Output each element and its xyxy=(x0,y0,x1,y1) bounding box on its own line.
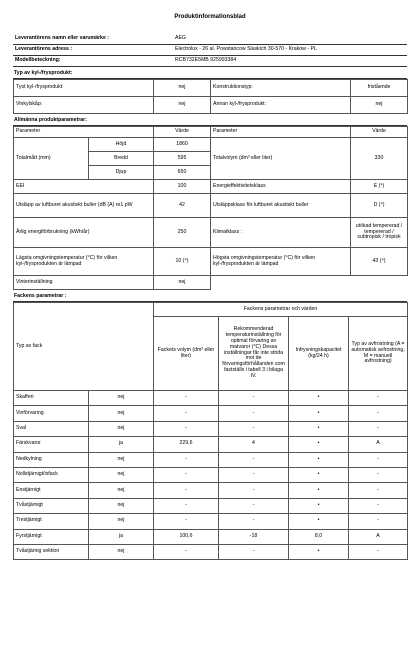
compartment-present-cell: nej xyxy=(89,391,154,406)
compartment-name-cell: Tvåstjärnigt xyxy=(14,498,89,513)
type-row xyxy=(14,80,408,97)
compartment-name-cell: Nollstjärnigt/isfack xyxy=(14,467,89,482)
compartment-volume-cell: - xyxy=(154,514,219,529)
total-volume-label: Totalvolym (dm³ eller liter) xyxy=(211,138,351,180)
col-defrost-header: Typ av avfrostning (A = automatisk avfrostning, M = manuell avfrostning) xyxy=(349,317,408,391)
model-label: Modellbeteckning: xyxy=(15,57,61,64)
supplier-name-row xyxy=(13,34,407,45)
eei-label: EEI xyxy=(14,180,154,194)
group-header: Fackens parametrar och värden xyxy=(154,303,408,317)
compartment-present-cell: nej xyxy=(89,544,154,559)
type-value: fristående xyxy=(351,80,408,97)
compartment-volume-cell: - xyxy=(154,406,219,421)
compartments-body xyxy=(14,391,408,560)
table-row xyxy=(14,544,408,559)
compartment-temp-cell: - xyxy=(219,391,289,406)
compartment-defrost-cell: - xyxy=(349,498,408,513)
type-value: nej xyxy=(154,80,211,97)
compartment-name-cell: Skafferi xyxy=(14,391,89,406)
winter-row xyxy=(14,276,408,290)
compartment-volume-cell: - xyxy=(154,483,219,498)
annual-value: 250 xyxy=(154,218,211,248)
eei-value: 100 xyxy=(154,180,211,194)
compartment-name-cell: Fyrstjärnigt xyxy=(14,529,89,544)
compartment-present-cell: nej xyxy=(89,467,154,482)
compartment-temp-cell: - xyxy=(219,421,289,436)
noise-row xyxy=(14,194,408,218)
supplier-address-row xyxy=(13,45,407,56)
compartment-freeze-cell: • xyxy=(289,483,349,498)
compartment-present-cell: nej xyxy=(89,406,154,421)
winter-value: nej xyxy=(154,276,211,290)
noise-class-label: Utsläppsklass för luftburet akustiskt buller xyxy=(211,194,351,218)
type-table xyxy=(13,79,408,114)
compartment-present-cell: nej xyxy=(89,483,154,498)
type-label: Tyst kyl-/frysprodukt: xyxy=(14,80,154,97)
general-table xyxy=(13,126,408,290)
min-temp-value: 10 (⁴) xyxy=(154,248,211,276)
climate-value: utökad tempererad / tempererad / subtropisk / tropisk xyxy=(351,218,408,248)
compartment-freeze-cell: 8,0 xyxy=(289,529,349,544)
annual-row xyxy=(14,218,408,248)
compartment-present-cell: nej xyxy=(89,452,154,467)
model-row xyxy=(13,56,407,67)
compartment-temp-cell: - xyxy=(219,498,289,513)
compartment-volume-cell: - xyxy=(154,544,219,559)
compartment-temp-cell: 4 xyxy=(219,437,289,452)
supplier-address-label: Leverantörens adress : xyxy=(15,46,73,53)
compartment-temp-cell: - xyxy=(219,544,289,559)
compartment-name-cell: Färskvaror xyxy=(14,437,89,452)
type-label: Konstruktionstyp: xyxy=(211,80,351,97)
table-row xyxy=(14,467,408,482)
type-row xyxy=(14,97,408,114)
supplier-name-label: Leverantörens namn eller varumärke : xyxy=(15,35,109,42)
climate-label: Klimatklass : xyxy=(211,218,351,248)
compartment-temp-cell: - xyxy=(219,514,289,529)
col-temp-header: Rekommenderad temperaturinställning för optimal förvaring av matvaror (°C) Dessa inställningar får inte strida mot de förvaringsförhållanden som fastställs i tabell 3 i bilaga IV. xyxy=(219,317,289,391)
compartment-freeze-cell: • xyxy=(289,391,349,406)
dim-label: Totalmått (mm) xyxy=(14,138,89,180)
energy-class-value: E (⁴) xyxy=(351,180,408,194)
max-temp-label: Högsta omgivningstemperatur (°C) för vilken kyl-/frysprodukten är lämpad xyxy=(211,248,351,276)
table-row xyxy=(14,529,408,544)
compartment-present-cell: ja xyxy=(89,437,154,452)
dim-value: 595 xyxy=(154,152,211,166)
compartments-table xyxy=(13,302,408,560)
table-row xyxy=(14,406,408,421)
compartments-group-row xyxy=(14,303,408,317)
compartment-defrost-cell: - xyxy=(349,514,408,529)
col-freeze-header: Infrysningskapacitet (kg/24 h) xyxy=(289,317,349,391)
compartment-defrost-cell: - xyxy=(349,406,408,421)
table-row xyxy=(14,421,408,436)
compartment-defrost-cell: A xyxy=(349,437,408,452)
compartment-name-cell: Vinförvaring xyxy=(14,406,89,421)
table-row xyxy=(14,391,408,406)
col-value-header: Värde xyxy=(154,127,211,138)
sheet-body xyxy=(13,34,407,560)
compartment-temp-cell: - xyxy=(219,483,289,498)
compartment-temp-cell: - xyxy=(219,467,289,482)
compartment-name-cell: Nedkylning xyxy=(14,452,89,467)
temp-row xyxy=(14,248,408,276)
total-volume-value: 330 xyxy=(351,138,408,180)
compartment-volume-cell: 229,6 xyxy=(154,437,219,452)
compartment-defrost-cell: - xyxy=(349,452,408,467)
winter-label: Vinterinställning xyxy=(14,276,154,290)
general-header-row xyxy=(14,127,408,138)
compartment-present-cell: nej xyxy=(89,514,154,529)
compartment-volume-cell: - xyxy=(154,467,219,482)
compartment-present-cell: nej xyxy=(89,421,154,436)
general-section-heading: Allmänna produktparametrar: xyxy=(13,114,407,126)
compartment-defrost-cell: A xyxy=(349,529,408,544)
max-temp-value: 43 (⁴) xyxy=(351,248,408,276)
noise-value: 42 xyxy=(154,194,211,218)
type-value: nej xyxy=(351,97,408,114)
model-value: RCB732E5MB 925993384 xyxy=(175,57,237,64)
eei-row xyxy=(14,180,408,194)
compartment-temp-cell: - xyxy=(219,452,289,467)
table-row xyxy=(14,452,408,467)
dim-name: Bredd xyxy=(89,152,154,166)
compartment-volume-cell: - xyxy=(154,498,219,513)
compartment-present-cell: ja xyxy=(89,529,154,544)
type-label: Vinkylskåp: xyxy=(14,97,154,114)
col-value-header: Värde xyxy=(351,127,408,138)
table-row xyxy=(14,498,408,513)
col-volume-header: Fackets volym (dm³ eller liter) xyxy=(154,317,219,391)
compartment-name-cell: Enstjärnigt xyxy=(14,483,89,498)
dim-row xyxy=(14,138,408,152)
compartment-volume-cell: - xyxy=(154,391,219,406)
compartment-name-cell: Sval xyxy=(14,421,89,436)
noise-class-value: D (⁴) xyxy=(351,194,408,218)
dim-value: 650 xyxy=(154,166,211,180)
type-value: nej xyxy=(154,97,211,114)
table-row xyxy=(14,483,408,498)
compartment-freeze-cell: • xyxy=(289,406,349,421)
dim-name: Djup xyxy=(89,166,154,180)
compartment-defrost-cell: - xyxy=(349,391,408,406)
compartment-volume-cell: 100,6 xyxy=(154,529,219,544)
supplier-address-value: Electrolux - 26 al. Powstancow Slaskich 30-570 - Krakow - PL xyxy=(175,46,317,53)
compartments-section-heading: Fackens parametrar : xyxy=(13,290,407,302)
supplier-name-value: AEG xyxy=(175,35,186,42)
compartment-freeze-cell: • xyxy=(289,467,349,482)
col-param-header: Parameter xyxy=(14,127,154,138)
compartment-name-cell: Tvåstjärnig sektion xyxy=(14,544,89,559)
compartment-temp-cell: -18 xyxy=(219,529,289,544)
dim-value: 1860 xyxy=(154,138,211,152)
compartment-defrost-cell: - xyxy=(349,421,408,436)
compartment-volume-cell: - xyxy=(154,421,219,436)
min-temp-label: Lägsta omgivningstemperatur (°C) för vilken kyl-/frysprodukten är lämpad xyxy=(14,248,154,276)
page-title: Produktinformationsblad xyxy=(174,14,246,20)
compartment-freeze-cell: • xyxy=(289,514,349,529)
compartment-freeze-cell: • xyxy=(289,421,349,436)
noise-label: Utsläpp av luftburet akustiskt buller (dB (A) re1 pW xyxy=(14,194,154,218)
compartment-freeze-cell: • xyxy=(289,452,349,467)
compartment-defrost-cell: - xyxy=(349,467,408,482)
type-label: Annan kyl-/frysprodukt: xyxy=(211,97,351,114)
annual-label: Årlig energiförbrukning (kWh/år) xyxy=(14,218,154,248)
energy-class-label: Energieffektivitetsklass xyxy=(211,180,351,194)
compartment-defrost-cell: - xyxy=(349,544,408,559)
table-row xyxy=(14,437,408,452)
compartment-present-cell: nej xyxy=(89,498,154,513)
col-type-header: Typ av fack xyxy=(14,303,154,391)
dim-name: Höjd xyxy=(89,138,154,152)
compartment-freeze-cell: • xyxy=(289,544,349,559)
compartment-volume-cell: - xyxy=(154,452,219,467)
compartment-temp-cell: - xyxy=(219,406,289,421)
type-section-heading: Typ av kyl-/frysprodukt: xyxy=(13,67,407,79)
table-row xyxy=(14,514,408,529)
compartment-name-cell: Trestjärnigt xyxy=(14,514,89,529)
compartment-freeze-cell: • xyxy=(289,437,349,452)
compartment-defrost-cell: - xyxy=(349,483,408,498)
col-param-header: Parameter xyxy=(211,127,351,138)
compartment-freeze-cell: • xyxy=(289,498,349,513)
